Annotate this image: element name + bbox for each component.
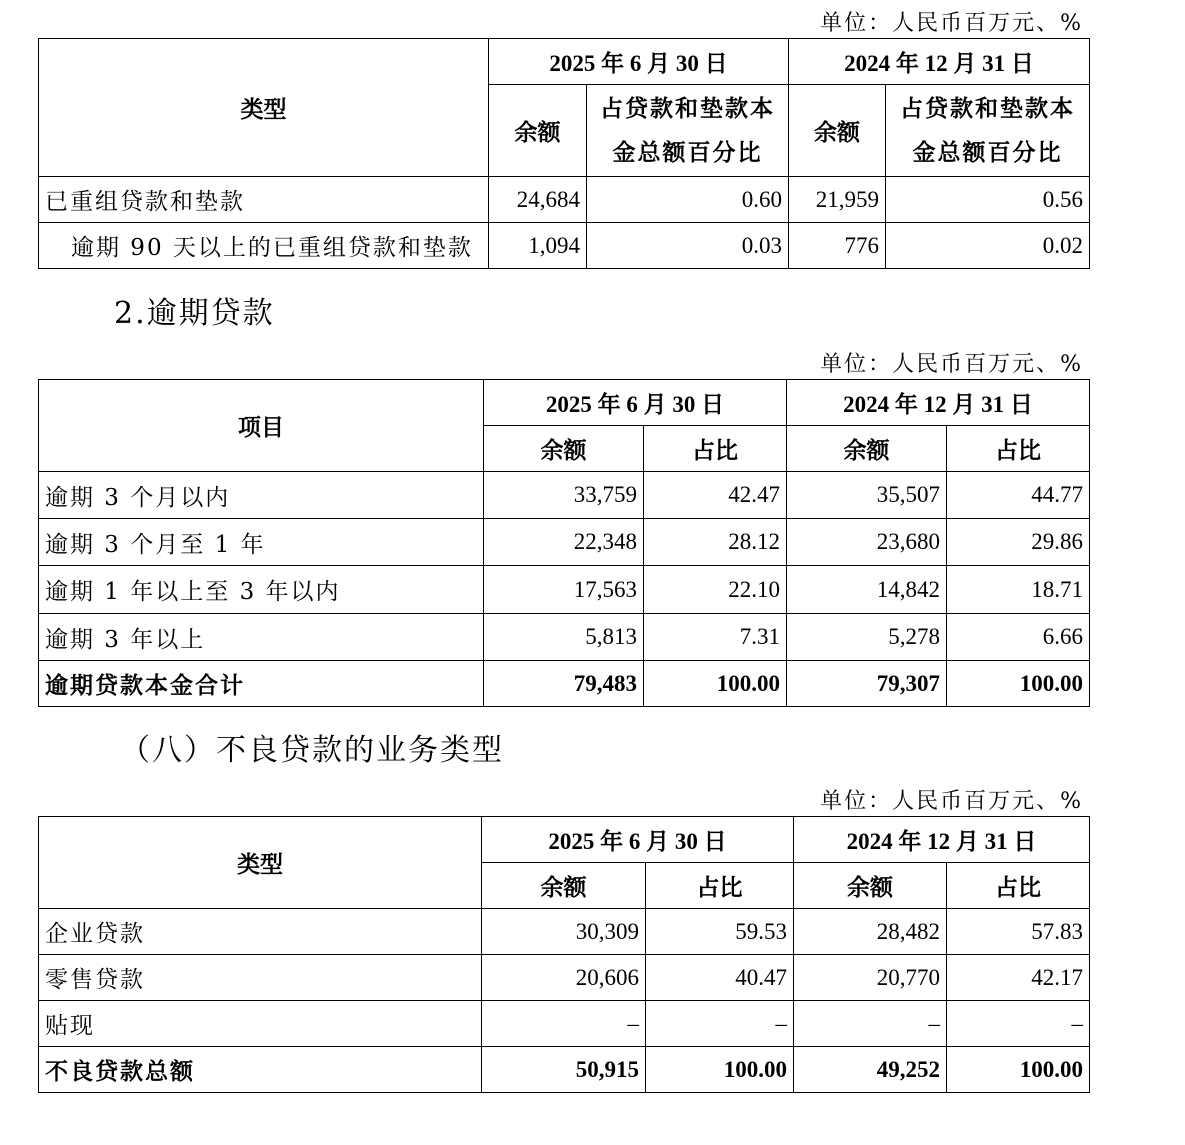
header-balance-2025: 余额 [482,863,646,909]
row-label: 企业贷款 [39,909,482,955]
header-balance-2024: 余额 [787,426,947,472]
cell-balance-2025: 22,348 [484,519,644,566]
restructured-loans-table [38,38,1090,269]
header-ratio-2025: 占比 [644,426,787,472]
row-label: 逾期 90 天以上的已重组贷款和垫款 [39,223,489,269]
cell-pct-2024: 0.02 [886,223,1090,269]
total-label: 逾期贷款本金合计 [39,661,484,707]
row-label: 逾期 3 年以上 [39,614,484,661]
cell-balance-2025: 5,813 [484,614,644,661]
cell-balance-2025: 17,563 [484,566,644,614]
table-row [39,566,1090,614]
cell-pct-2024: 0.56 [886,177,1090,223]
table-row [39,955,1090,1001]
cell-balance-2024: 28,482 [794,909,947,955]
npl-business-type-table [38,816,1090,1093]
cell-pct-2025: 0.60 [587,177,789,223]
header-date-2025: 2025 年 6 月 30 日 [489,39,789,85]
cell-ratio-2024: 29.86 [947,519,1090,566]
header-ratio-2024: 占比 [947,426,1090,472]
header-item: 项目 [39,380,484,472]
cell-ratio-2025: 28.12 [644,519,787,566]
total-balance-2025: 79,483 [484,661,644,707]
cell-ratio-2024: 57.83 [947,909,1090,955]
cell-balance-2025: 30,309 [482,909,646,955]
cell-balance-2025: 33,759 [484,472,644,519]
cell-ratio-2024: – [947,1001,1090,1047]
header-type: 类型 [39,39,489,177]
table-row [39,472,1090,519]
cell-balance-2024: 23,680 [787,519,947,566]
total-ratio-2025: 100.00 [644,661,787,707]
unit-note: 单位：人民币百万元、% [820,11,1083,36]
header-type: 类型 [39,817,482,909]
row-label: 零售贷款 [39,955,482,1001]
total-balance-2025: 50,915 [482,1047,646,1093]
cell-ratio-2025: 40.47 [646,955,794,1001]
table-row [39,519,1090,566]
row-label: 逾期 1 年以上至 3 年以内 [39,566,484,614]
total-balance-2024: 79,307 [787,661,947,707]
header-ratio-2024: 占比 [947,863,1090,909]
cell-balance-2025: 24,684 [489,177,587,223]
unit-note: 单位：人民币百万元、% [820,352,1083,377]
cell-ratio-2025: 7.31 [644,614,787,661]
section-title-overdue-loans: 2.逾期贷款 [114,296,275,331]
header-date-2024: 2024 年 12 月 31 日 [789,39,1090,85]
cell-ratio-2025: 59.53 [646,909,794,955]
total-balance-2024: 49,252 [794,1047,947,1093]
cell-ratio-2025: – [646,1001,794,1047]
row-label: 逾期 3 个月至 1 年 [39,519,484,566]
header-balance-2025: 余额 [484,426,644,472]
table-row [39,1001,1090,1047]
header-ratio-2025: 占比 [646,863,794,909]
table-row [39,177,1090,223]
cell-balance-2025: 20,606 [482,955,646,1001]
total-ratio-2024: 100.00 [947,1047,1090,1093]
header-date-2025: 2025 年 6 月 30 日 [482,817,794,863]
table-row [39,909,1090,955]
header-pct-2025: 占贷款和垫款本 金总额百分比 [587,85,789,177]
section-title-npl-business-type: （八）不良贷款的业务类型 [120,733,504,768]
cell-balance-2025: 1,094 [489,223,587,269]
table-row [39,223,1090,269]
table-row [39,614,1090,661]
header-date-2024: 2024 年 12 月 31 日 [787,380,1090,426]
cell-balance-2024: 35,507 [787,472,947,519]
cell-ratio-2024: 18.71 [947,566,1090,614]
overdue-loans-table [38,379,1090,707]
cell-balance-2024: 21,959 [789,177,886,223]
header-pct-2024: 占贷款和垫款本 金总额百分比 [886,85,1090,177]
header-balance-2024: 余额 [789,85,886,177]
total-ratio-2025: 100.00 [646,1047,794,1093]
header-date-2025: 2025 年 6 月 30 日 [484,380,787,426]
row-label: 已重组贷款和垫款 [39,177,489,223]
row-label: 贴现 [39,1001,482,1047]
total-row [39,1047,1090,1093]
header-date-2024: 2024 年 12 月 31 日 [794,817,1090,863]
cell-ratio-2025: 22.10 [644,566,787,614]
cell-balance-2024: 776 [789,223,886,269]
total-row [39,661,1090,707]
cell-balance-2024: – [794,1001,947,1047]
cell-balance-2024: 20,770 [794,955,947,1001]
row-label: 逾期 3 个月以内 [39,472,484,519]
cell-balance-2025: – [482,1001,646,1047]
cell-ratio-2024: 6.66 [947,614,1090,661]
header-balance-2024: 余额 [794,863,947,909]
cell-ratio-2025: 42.47 [644,472,787,519]
cell-ratio-2024: 42.17 [947,955,1090,1001]
header-balance-2025: 余额 [489,85,587,177]
total-label: 不良贷款总额 [39,1047,482,1093]
cell-ratio-2024: 44.77 [947,472,1090,519]
cell-balance-2024: 14,842 [787,566,947,614]
total-ratio-2024: 100.00 [947,661,1090,707]
cell-balance-2024: 5,278 [787,614,947,661]
cell-pct-2025: 0.03 [587,223,789,269]
unit-note: 单位：人民币百万元、% [820,789,1083,814]
